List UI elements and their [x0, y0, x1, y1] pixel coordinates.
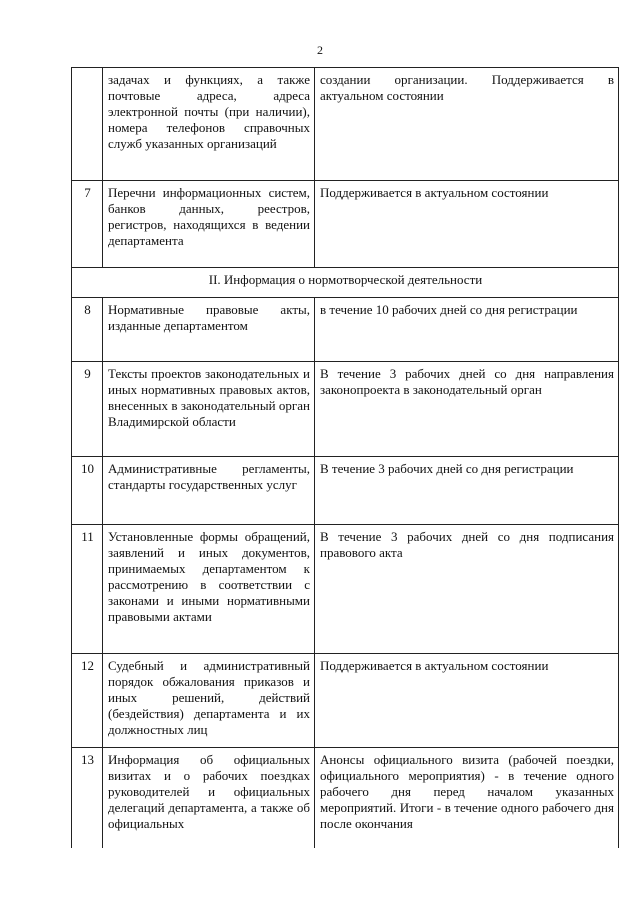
- row-description: Административные регламенты, стандарты государственных услуг: [103, 457, 315, 525]
- table-row: [72, 362, 619, 457]
- table-row: [72, 68, 619, 181]
- section-header-row: [72, 268, 619, 298]
- row-number: 10: [72, 457, 103, 525]
- row-number: 11: [72, 525, 103, 654]
- table-row: [72, 298, 619, 362]
- row-description: Судебный и административный порядок обжалования приказов и иных решений, действий (бездействия) департамента и их должностных лиц: [103, 654, 315, 748]
- table-row: [72, 654, 619, 748]
- row-number: 12: [72, 654, 103, 748]
- page-number: 2: [317, 43, 323, 57]
- row-description: Информация об официальных визитах и о рабочих поездках руководителей и официальных делегаций департамента, а также об официальных: [103, 748, 315, 848]
- row-number: 9: [72, 362, 103, 457]
- row-number: 8: [72, 298, 103, 362]
- row-number: 7: [72, 181, 103, 268]
- row-description: Тексты проектов законодательных и иных нормативных правовых актов, внесенных в законодательный орган Владимирской области: [103, 362, 315, 457]
- row-deadline: Поддерживается в актуальном состоянии: [315, 181, 619, 268]
- information-table: [71, 67, 619, 848]
- row-deadline: Поддерживается в актуальном состоянии: [315, 654, 619, 748]
- row-deadline: В течение 3 рабочих дней со дня подписания правового акта: [315, 525, 619, 654]
- table-row: [72, 457, 619, 525]
- table-row: [72, 748, 619, 848]
- section-title: II. Информация о нормотворческой деятельности: [72, 268, 619, 298]
- row-deadline: создании организации. Поддерживается в актуальном состоянии: [315, 68, 619, 181]
- row-number: 13: [72, 748, 103, 848]
- row-description: Установленные формы обращений, заявлений и иных документов, принимаемых департаментом к рассмотрению в соответствии с законами и иными нормативными правовыми актами: [103, 525, 315, 654]
- row-description: задачах и функциях, а также почтовые адреса, адреса электронной почты (при наличии), номера телефонов справочных служб указанных организаций: [103, 68, 315, 181]
- row-description: Нормативные правовые акты, изданные департаментом: [103, 298, 315, 362]
- row-deadline: Анонсы официального визита (рабочей поездки, официального мероприятия) - в течение одного рабочего дня перед началом указанных мероприятий. Итоги - в течение одного рабочего дня после окончания: [315, 748, 619, 848]
- row-deadline: в течение 10 рабочих дней со дня регистрации: [315, 298, 619, 362]
- row-description: Перечни информационных систем, банков данных, реестров, регистров, находящихся в ведении департамента: [103, 181, 315, 268]
- row-deadline: В течение 3 рабочих дней со дня направления законопроекта в законодательный орган: [315, 362, 619, 457]
- row-deadline: В течение 3 рабочих дней со дня регистрации: [315, 457, 619, 525]
- table-row: [72, 525, 619, 654]
- table-row: [72, 181, 619, 268]
- row-number: [72, 68, 103, 181]
